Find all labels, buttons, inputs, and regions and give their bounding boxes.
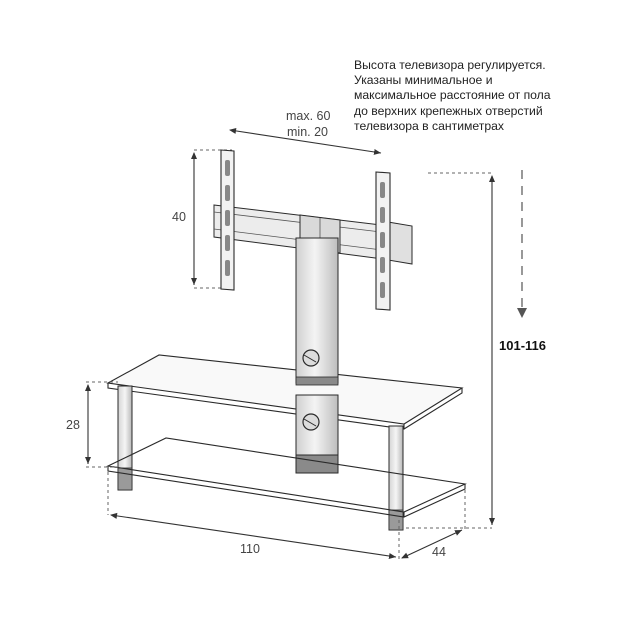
depth-label: 44 xyxy=(432,545,446,559)
note-line: максимальное расстояние от пола xyxy=(354,88,551,103)
central-column xyxy=(296,238,338,473)
shelf-gap-dimension xyxy=(66,382,118,467)
total-height-label: 101-116 xyxy=(499,338,546,353)
shelf-gap-label: 28 xyxy=(66,418,80,432)
note-line: Высота телевизора регулируется. xyxy=(354,58,546,72)
width-dimension xyxy=(108,472,399,560)
top-glass-shelf xyxy=(108,355,462,429)
total-height-dimension xyxy=(406,170,546,528)
mount-width-max-label: max. 60 xyxy=(286,109,331,123)
note-line: Указаны минимальное и xyxy=(354,73,493,88)
mount-height-label: 40 xyxy=(172,210,186,224)
note-line: телевизора в сантиметрах xyxy=(354,118,504,133)
width-label: 110 xyxy=(240,542,260,556)
mount-width-dimension xyxy=(230,109,381,153)
mount-width-min-label: min. 20 xyxy=(287,125,328,139)
note-line: до верхних крепежных отверстий xyxy=(354,103,543,118)
depth-dimension xyxy=(402,490,465,559)
bottom-glass-shelf xyxy=(108,438,465,517)
